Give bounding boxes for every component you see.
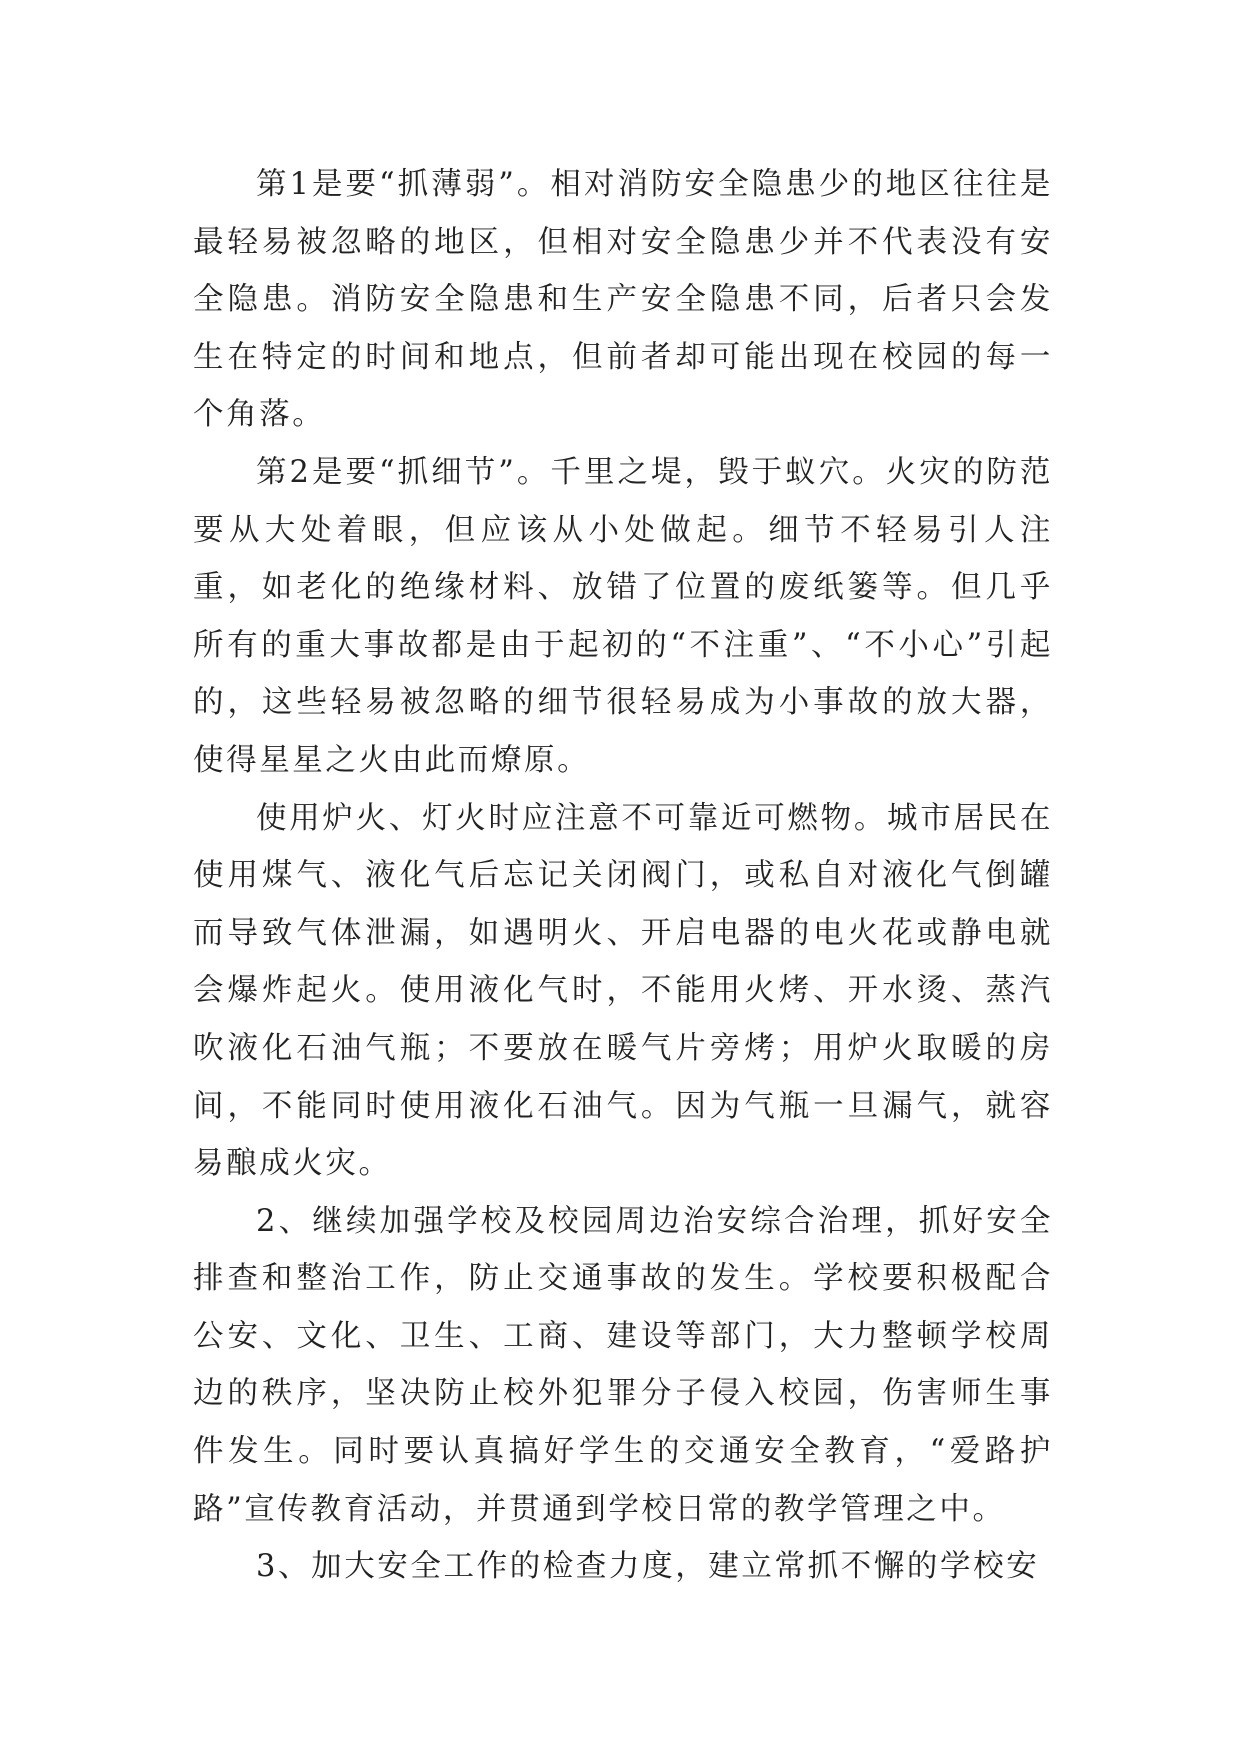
paragraph-weak-points: 第1是要“抓薄弱”。相对消防安全隐患少的地区往往是最轻易被忽略的地区，但相对安全隐患少并不代表没有安全隐患。消防安全隐患和生产安全隐患不同，后者只会发生在特定的时间和地点，但前者却可能出现在校园的每一个角落。 xyxy=(193,167,1053,433)
paragraph-details: 第2是要“抓细节”。千里之堤，毁于蚁穴。火灾的防范要从大处着眼，但应该从小处做起。细节不轻易引人注重，如老化的绝缘材料、放错了位置的废纸篓等。但几乎所有的重大事故都是由于起初的“不注重”、“不小心”引起的，这些轻易被忽略的细节很轻易成为小事故的放大器，使得星星之火由此而燎原。 xyxy=(193,454,1053,778)
document-body xyxy=(193,156,1053,1596)
paragraph-item-2: 2、继续加强学校及校园周边治安综合治理，抓好安全排查和整治工作，防止交通事故的发生。学校要积极配合公安、文化、卫生、工商、建设等部门，大力整顿学校周边的秩序，坚决防止校外犯罪分子侵入校园，伤害师生事件发生。同时要认真搞好学生的交通安全教育，“爱路护路”宣传教育活动，并贯通到学校日常的教学管理之中。 xyxy=(193,1203,1053,1527)
paragraph-fire-usage: 使用炉火、灯火时应注意不可靠近可燃物。城市居民在使用煤气、液化气后忘记关闭阀门，或私自对液化气倒罐而导致气体泄漏，如遇明火、开启电器的电火花或静电就会爆炸起火。使用液化气时，不能用火烤、开水烫、蒸汽吹液化石油气瓶；不要放在暖气片旁烤；用炉火取暖的房间，不能同时使用液化石油气。因为气瓶一旦漏气，就容易酿成火灾。 xyxy=(193,800,1053,1182)
paragraph-item-3: 3、加大安全工作的检查力度，建立常抓不懈的学校安 xyxy=(256,1549,1040,1585)
